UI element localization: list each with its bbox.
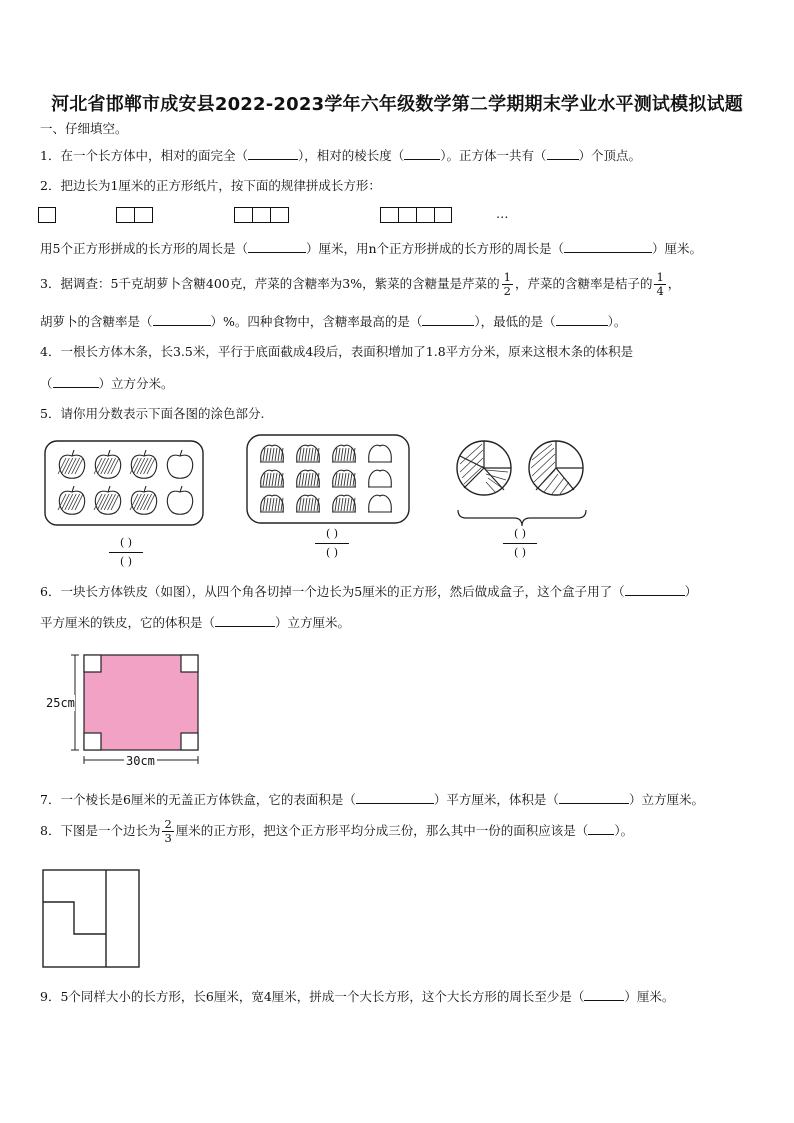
q8-text-c: ）。 <box>614 823 634 838</box>
q1-text-a: 1．在一个长方体中，相对的面完全（ <box>40 148 248 163</box>
height-label: 25cm <box>46 696 75 710</box>
q1-text-c: ）。正方体一共有（ <box>440 148 547 163</box>
question-2-blanks <box>40 240 702 257</box>
peach-icon <box>260 470 284 487</box>
q1-text-d: ）个顶点。 <box>578 148 642 163</box>
q9-text-a: 9．5个同样大小的长方形，长6厘米，宽4厘米，拼成一个大长方形，这个大长方形的周长至少是（ <box>40 989 585 1004</box>
question-6-line-1 <box>40 583 697 600</box>
q6-text-b: ） <box>684 584 698 599</box>
question-6-line-2 <box>40 614 350 631</box>
q3-text-a: 3．据调查：5千克胡萝卜含糖400克，芹菜的含糖率为3%，紫菜的含糖量是芹菜的 <box>40 276 500 291</box>
q3-text-d: 胡萝卜的含糖率是（ <box>40 314 153 329</box>
q1-blank-3[interactable] <box>547 147 579 160</box>
question-1 <box>40 147 641 164</box>
peach-icon <box>332 470 356 487</box>
question-4-line-2 <box>40 375 174 392</box>
q8-blank-1[interactable] <box>588 822 614 835</box>
square-strip-1 <box>38 207 56 223</box>
question-5-intro: 5．请你用分数表示下面各图的涂色部分. <box>40 406 265 421</box>
q5-answer-1[interactable]: ( ) ( ) <box>108 536 144 569</box>
pattern-ellipsis: … <box>496 206 509 221</box>
q4-text-b: （ <box>40 376 53 391</box>
peach-icon <box>332 445 356 462</box>
section-heading: 一、仔细填空。 <box>40 121 128 136</box>
question-2-intro: 2．把边长为1厘米的正方形纸片，按下面的规律拼成长方形： <box>40 178 381 193</box>
peach-icon <box>368 470 392 487</box>
width-label: 30cm <box>126 754 155 768</box>
q6-text-d: ）立方厘米。 <box>275 615 351 630</box>
peach-icon <box>260 445 284 462</box>
q3-blank-1[interactable] <box>153 313 211 326</box>
apple-icon <box>167 450 192 478</box>
q9-text-b: ）厘米。 <box>624 989 675 1004</box>
q8-text-a: 8．下图是一个边长为 <box>40 823 161 838</box>
q7-text-c: ）立方厘米。 <box>628 792 704 807</box>
q6-blank-1[interactable] <box>625 583 685 596</box>
question-3-line-1 <box>40 267 680 301</box>
q8-text-b: 厘米的正方形，把这个正方形平均分成三份，那么其中一份的面积应该是（ <box>175 823 589 838</box>
question-8 <box>40 814 633 848</box>
q3-text-c: ， <box>667 276 681 291</box>
square-strip-4 <box>380 207 452 223</box>
apple-icon <box>94 486 121 514</box>
q3-blank-3[interactable] <box>556 313 608 326</box>
q6-blank-2[interactable] <box>215 614 275 627</box>
apple-icon <box>58 450 85 478</box>
peach-icon <box>368 445 392 462</box>
peach-box-figure <box>246 434 410 524</box>
apple-icon <box>130 486 157 514</box>
page-title: 河北省邯郸市成安县2022-2023学年六年级数学第二学期期末学业水平测试模拟试题 <box>51 94 743 115</box>
q6-text-a: 6．一块长方体铁皮（如图），从四个角各切掉一个边长为5厘米的正方形，然后做成盒子，这个盒子用了（ <box>40 584 625 599</box>
peach-icon <box>296 470 320 487</box>
apple-icon <box>167 486 192 514</box>
q2-text-b: ）厘米，用n个正方形拼成的长方形的周长是（ <box>305 241 565 256</box>
q1-blank-2[interactable] <box>404 147 440 160</box>
peach-icon <box>332 495 356 512</box>
q6-text-c: 平方厘米的铁皮，它的体积是（ <box>40 615 216 630</box>
q1-blank-1[interactable] <box>248 147 298 160</box>
apple-icon <box>58 486 85 514</box>
q3-blank-2[interactable] <box>422 313 474 326</box>
fraction-one-quarter: $\frac{1}{4}$ <box>656 270 664 298</box>
q9-blank-1[interactable] <box>584 988 624 1001</box>
q3-text-f: ），最低的是（ <box>474 314 556 329</box>
fraction-two-thirds: $\frac{2}{3}$ <box>164 817 172 845</box>
q2-blank-2[interactable] <box>564 240 652 253</box>
q4-text-c: ）立方分米。 <box>98 376 174 391</box>
divided-square-figure <box>42 869 140 969</box>
q5-answer-3[interactable]: ( ) ( ) <box>502 527 538 560</box>
apple-icon <box>130 450 157 478</box>
question-9 <box>40 988 674 1005</box>
q3-text-e: ）%。四种食物中，含糖率最高的是（ <box>210 314 423 329</box>
peach-icon <box>260 495 284 512</box>
q1-text-b: ），相对的棱长度（ <box>297 148 405 163</box>
q7-text-a: 7．一个棱长是6厘米的无盖正方体铁盒，它的表面积是（ <box>40 792 356 807</box>
q3-text-b: ，芹菜的含糖率是桔子的 <box>514 276 653 291</box>
question-7 <box>40 791 704 808</box>
square-strip-2 <box>116 207 153 223</box>
fraction-one-half: $\frac{1}{2}$ <box>503 270 511 298</box>
q2-text-a: 用5个正方形拼成的长方形的周长是（ <box>40 241 248 256</box>
peach-icon <box>296 495 320 512</box>
peach-icon <box>368 495 392 512</box>
q2-blank-1[interactable] <box>248 240 306 253</box>
peach-icon <box>296 445 320 462</box>
q3-text-g: ）。 <box>607 314 627 329</box>
q7-blank-2[interactable] <box>559 791 629 804</box>
q7-text-b: ）平方厘米，体积是（ <box>433 792 559 807</box>
question-3-line-2 <box>40 313 626 330</box>
q2-text-c: ）厘米。 <box>652 241 703 256</box>
square-strip-3 <box>234 207 289 223</box>
apple-box-figure <box>44 440 204 526</box>
apple-icon <box>94 450 121 478</box>
q4-blank-1[interactable] <box>53 375 99 388</box>
question-4-line-1: 4．一根长方体木条，长3.5米，平行于底面截成4段后，表面积增加了1.8平方分米，原来这根木条的体积是 <box>40 344 634 359</box>
q5-answer-2[interactable]: ( ) ( ) <box>314 527 350 560</box>
circle-pair-figure <box>452 438 592 528</box>
q7-blank-1[interactable] <box>356 791 434 804</box>
